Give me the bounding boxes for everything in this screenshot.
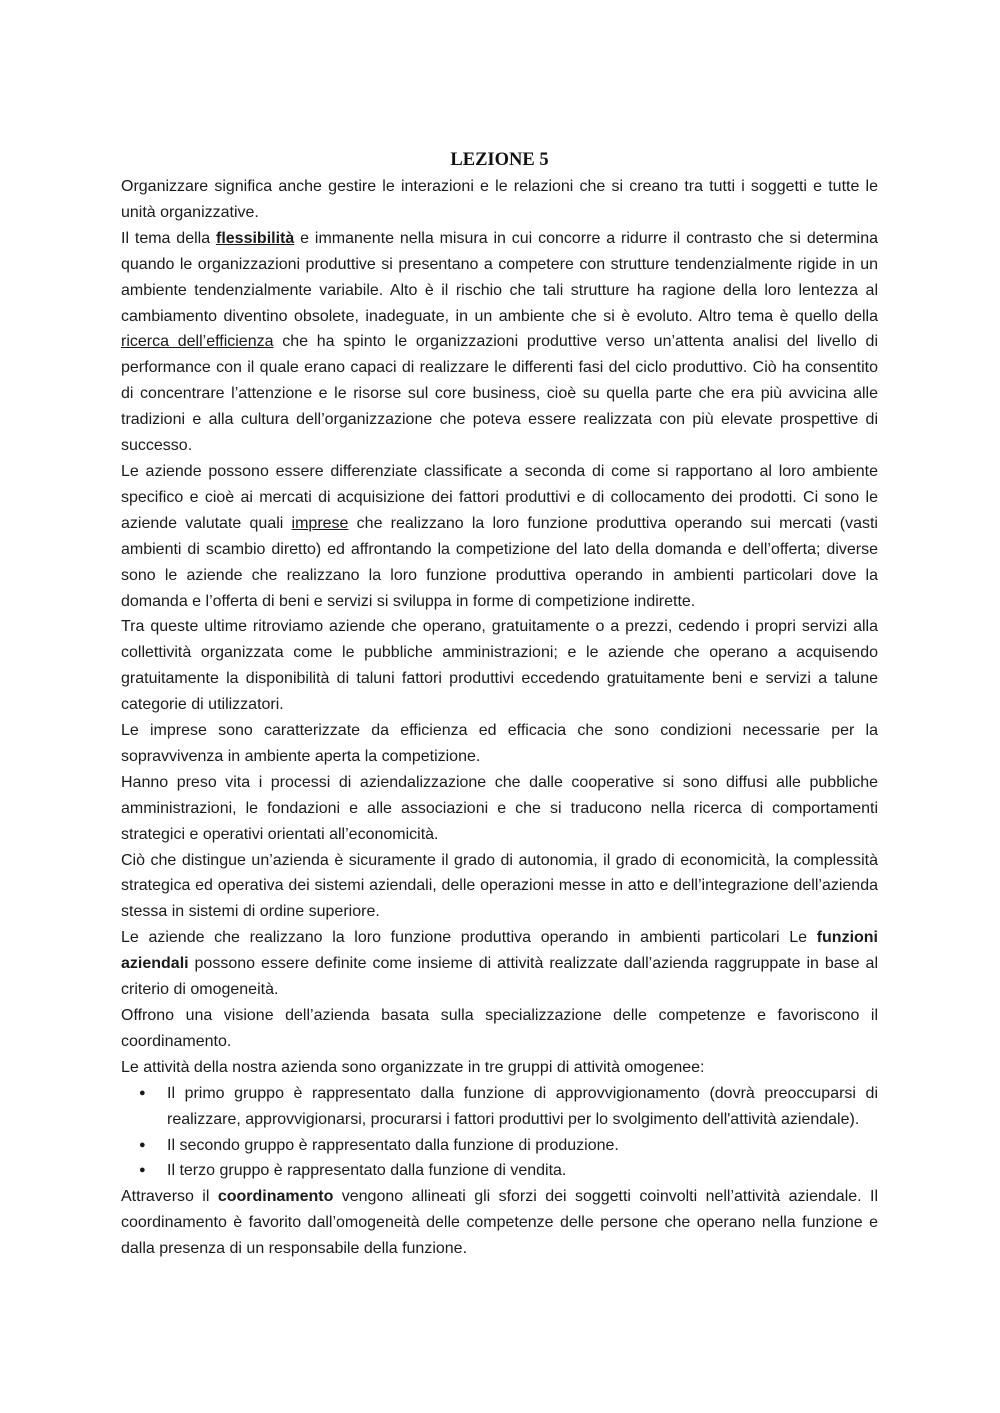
p8-text-c: possono essere definite come insieme di attività realizzate dall’azienda raggruppate in base al criterio di omogeneità. <box>121 955 878 999</box>
p2-text-a: Il tema della <box>121 229 216 247</box>
bullet-item-1: ● Il primo gruppo è rappresentato dalla funzione di approvvigionamento (dovrà preoccuparsi di realizzare, approvvigionarsi, procurarsi i fattori produttivi per lo svolgimento dell'attività aziendale). <box>167 1081 878 1133</box>
p11-text-c: vengono allineati gli sforzi dei soggetti coinvolti nell’attività aziendale. Il coordinamento è favorito dall’omogeneità delle competenze delle persone che operano nella funzione e dalla presenza di un responsabile della funzione. <box>121 1188 878 1258</box>
term-funzioni-aziendali: funzioni aziendali <box>121 929 878 973</box>
paragraph-8 <box>121 925 878 1003</box>
paragraph-5: Le imprese sono caratterizzate da efficienza ed efficacia che sono condizioni necessarie per la sopravvivenza in ambiente aperta la competizione. <box>121 722 878 765</box>
p3-text-a: Le aziende possono essere differenziate classificate a seconda di come si rapportano al loro ambiente specifico e cioè ai mercati di acquisizione dei fattori produttivi e di collocamento dei prodotti. Ci sono le aziende valutate quali <box>121 462 878 532</box>
bullet-item-3: ● Il terzo gruppo è rappresentato dalla funzione di vendita. <box>167 1158 878 1184</box>
term-ricerca-efficienza: ricerca dell’efficienza <box>121 333 274 351</box>
p8-text-a: Le aziende che realizzano la loro funzione produttiva operando in ambienti particolari Le <box>121 929 817 947</box>
paragraph-4: Tra queste ultime ritroviamo aziende che operano, gratuitamente o a prezzi, cedendo i propri servizi alla collettività organizzata come le pubbliche amministrazioni; e le aziende che operano a acquisendo gratuitamente la disponibilità di taluni fattori produttivi eccedendo gratuitamente beni e servizi a talune categorie di utilizzatori. <box>121 618 878 714</box>
term-flessibilita: flessibilità <box>216 229 295 247</box>
paragraph-10: Le attività della nostra azienda sono organizzate in tre gruppi di attività omogenee: <box>121 1058 705 1076</box>
p2-text-e: che ha spinto le organizzazioni produttive verso un’attenta analisi del livello di performance con il quale erano capaci di realizzare le differenti fasi del ciclo produttivo. Ciò ha consentito di concentrare l’attenzione e le risorse sul core business, cioè su quella parte che era più avvicina alle tradizioni e alla cultura dell’organizzazione che poteva essere realizzata con più elevate prospettive di successo. <box>121 333 879 455</box>
bullet-item-2: ● Il secondo gruppo è rappresentato dalla funzione di produzione. <box>167 1133 878 1159</box>
page-title: LEZIONE 5 <box>450 150 549 170</box>
paragraph-3 <box>121 459 878 614</box>
paragraph-9: Offrono una visione dell’azienda basata sulla specializzazione delle competenze e favoriscono il coordinamento. <box>121 1007 878 1050</box>
p11-text-a: Attraverso il <box>121 1188 218 1206</box>
p3-text-c: che realizzano la loro funzione produttiva operando sui mercati (vasti ambienti di scambio diretto) ed affrontando la competizione del lato della domanda e dell’offerta; diverse sono le aziende che realizzano la loro funzione produttiva operando in ambienti particolari dove la domanda e l’offerta di beni e servizi si sviluppa in forme di competizione indirette. <box>121 514 878 610</box>
paragraph-1: Organizzare significa anche gestire le interazioni e le relazioni che si creano tra tutti i soggetti e tutte le unità organizzative. <box>121 178 878 221</box>
paragraph-7: Ciò che distingue un’azienda è sicuramente il grado di autonomia, il grado di economicità, la complessità strategica ed operativa dei sistemi aziendali, delle operazioni messe in atto e dell’integrazione dell’azienda stessa in sistemi di ordine superiore. <box>121 851 878 921</box>
paragraph-2 <box>121 226 878 459</box>
term-imprese: imprese <box>291 514 349 532</box>
p2-text-c: e immanente nella misura in cui concorre a ridurre il contrasto che si determina quando le organizzazioni produttive si presentano a competere con strutture tendenzialmente rigide in un ambiente tendenzialmente variabile. Alto è il rischio che tali strutture ha ragione della loro lentezza al cambiamento diventino obsolete, inadeguate, in un ambiente che si è evoluto. Altro tema è quello della <box>121 229 878 325</box>
document-page <box>121 146 878 1262</box>
bullet-list <box>121 1081 878 1185</box>
term-coordinamento: coordinamento <box>217 1188 334 1206</box>
paragraph-6: Hanno preso vita i processi di aziendalizzazione che dalle cooperative si sono diffusi alle pubbliche amministrazioni, le fondazioni e alle associazioni e che si traducono nella ricerca di comportamenti strategici e operativi orientati all’economicità. <box>121 773 878 843</box>
paragraph-11 <box>121 1184 878 1262</box>
